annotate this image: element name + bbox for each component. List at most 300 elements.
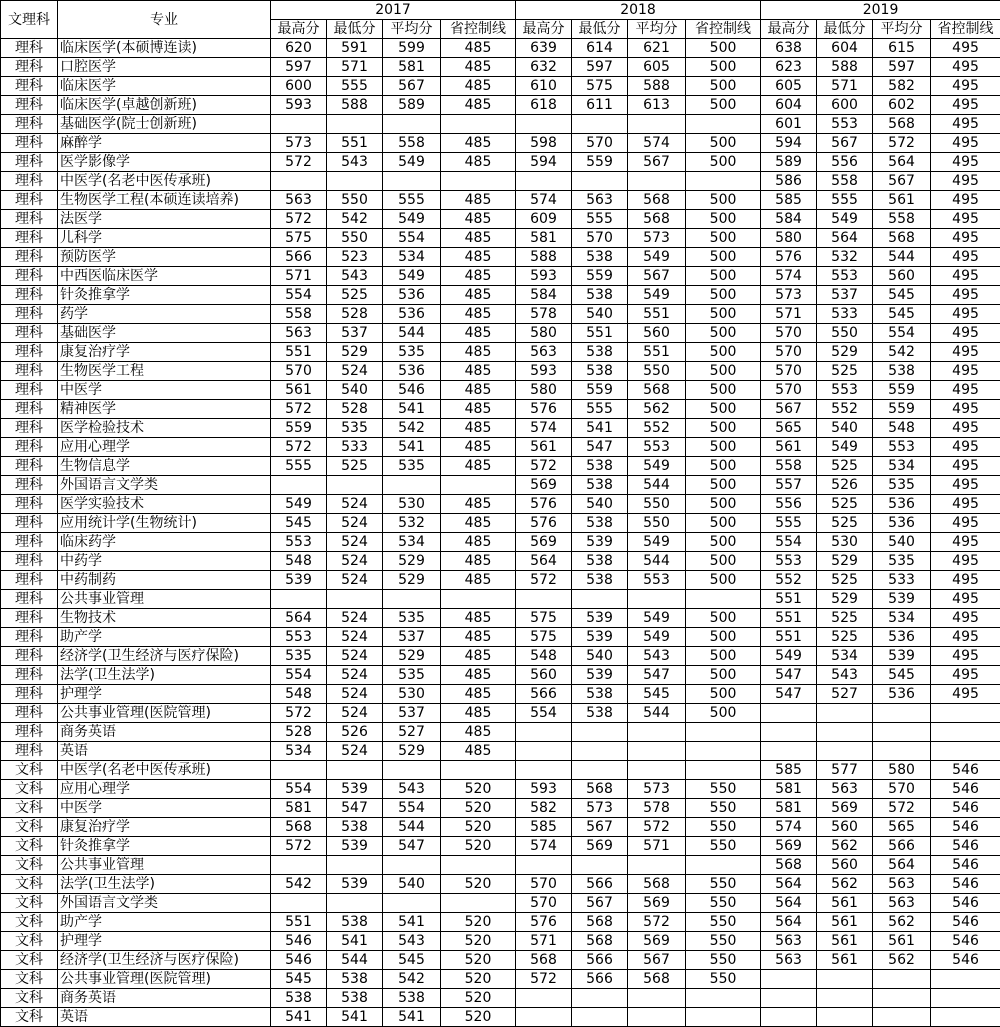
cell-score: 549 bbox=[271, 495, 327, 514]
cell-score: 535 bbox=[383, 609, 441, 628]
cell-score: 540 bbox=[873, 533, 931, 552]
cell-score: 609 bbox=[516, 210, 572, 229]
table-row bbox=[1, 799, 1000, 818]
cell-score bbox=[383, 894, 441, 913]
table-row bbox=[1, 438, 1000, 457]
cell-score bbox=[572, 742, 628, 761]
cell-score: 526 bbox=[817, 476, 873, 495]
cell-score: 553 bbox=[817, 267, 873, 286]
cell-score: 495 bbox=[931, 305, 1000, 324]
cell-score: 495 bbox=[931, 552, 1000, 571]
cell-score: 547 bbox=[383, 837, 441, 856]
cell-score: 539 bbox=[327, 837, 383, 856]
cell-score: 576 bbox=[761, 248, 817, 267]
cell-category: 理科 bbox=[1, 96, 58, 115]
cell-score: 570 bbox=[516, 894, 572, 913]
cell-score: 520 bbox=[441, 1008, 516, 1027]
cell-score: 550 bbox=[686, 913, 761, 932]
cell-score: 557 bbox=[761, 476, 817, 495]
cell-score: 550 bbox=[628, 514, 686, 533]
cell-score: 541 bbox=[383, 438, 441, 457]
cell-score: 581 bbox=[271, 799, 327, 818]
cell-score: 572 bbox=[271, 837, 327, 856]
cell-score bbox=[686, 1008, 761, 1027]
cell-score: 593 bbox=[271, 96, 327, 115]
cell-category: 理科 bbox=[1, 305, 58, 324]
cell-score: 574 bbox=[628, 134, 686, 153]
cell-category: 文科 bbox=[1, 932, 58, 951]
cell-score: 524 bbox=[327, 495, 383, 514]
cell-score: 500 bbox=[686, 286, 761, 305]
table-row bbox=[1, 666, 1000, 685]
cell-score: 500 bbox=[686, 647, 761, 666]
cell-score bbox=[686, 742, 761, 761]
cell-score: 570 bbox=[572, 229, 628, 248]
cell-category: 理科 bbox=[1, 685, 58, 704]
table-row bbox=[1, 457, 1000, 476]
cell-score: 550 bbox=[686, 837, 761, 856]
cell-major: 应用统计学(生物统计) bbox=[58, 514, 271, 533]
cell-score: 563 bbox=[817, 780, 873, 799]
cell-score: 544 bbox=[873, 248, 931, 267]
cell-score: 485 bbox=[441, 305, 516, 324]
cell-score: 539 bbox=[572, 533, 628, 552]
cell-score: 495 bbox=[931, 191, 1000, 210]
cell-score: 571 bbox=[271, 267, 327, 286]
cell-score: 534 bbox=[873, 609, 931, 628]
cell-score: 485 bbox=[441, 723, 516, 742]
cell-score: 550 bbox=[686, 894, 761, 913]
cell-score: 571 bbox=[761, 305, 817, 324]
subheader-avg-score: 平均分 bbox=[873, 20, 931, 39]
cell-score: 553 bbox=[628, 438, 686, 457]
table-row bbox=[1, 476, 1000, 495]
cell-score bbox=[441, 115, 516, 134]
cell-score: 549 bbox=[817, 438, 873, 457]
cell-score: 578 bbox=[628, 799, 686, 818]
cell-score: 558 bbox=[383, 134, 441, 153]
cell-score: 485 bbox=[441, 210, 516, 229]
cell-score: 500 bbox=[686, 476, 761, 495]
cell-score: 500 bbox=[686, 438, 761, 457]
cell-score: 598 bbox=[516, 134, 572, 153]
cell-score: 524 bbox=[327, 571, 383, 590]
cell-score: 580 bbox=[516, 381, 572, 400]
cell-score: 485 bbox=[441, 191, 516, 210]
cell-score: 560 bbox=[817, 818, 873, 837]
cell-score: 500 bbox=[686, 267, 761, 286]
cell-score: 568 bbox=[628, 381, 686, 400]
cell-score: 585 bbox=[516, 818, 572, 837]
cell-score: 500 bbox=[686, 77, 761, 96]
cell-score: 495 bbox=[931, 39, 1000, 58]
cell-score bbox=[628, 856, 686, 875]
subheader-min-score: 最低分 bbox=[327, 20, 383, 39]
cell-score: 564 bbox=[271, 609, 327, 628]
cell-score: 589 bbox=[383, 96, 441, 115]
table-row bbox=[1, 134, 1000, 153]
cell-major: 法学(卫生法学) bbox=[58, 875, 271, 894]
cell-score: 495 bbox=[931, 96, 1000, 115]
cell-score: 536 bbox=[383, 305, 441, 324]
table-row bbox=[1, 495, 1000, 514]
cell-category: 文科 bbox=[1, 780, 58, 799]
cell-category: 理科 bbox=[1, 115, 58, 134]
cell-score: 546 bbox=[271, 932, 327, 951]
cell-score: 615 bbox=[873, 39, 931, 58]
cell-category: 理科 bbox=[1, 153, 58, 172]
cell-major: 公共事业管理 bbox=[58, 590, 271, 609]
table-row bbox=[1, 267, 1000, 286]
cell-score: 566 bbox=[516, 685, 572, 704]
cell-score: 567 bbox=[817, 134, 873, 153]
cell-score: 573 bbox=[628, 780, 686, 799]
cell-score: 580 bbox=[761, 229, 817, 248]
cell-score: 559 bbox=[572, 153, 628, 172]
cell-score: 568 bbox=[761, 856, 817, 875]
cell-score bbox=[516, 172, 572, 191]
cell-score: 561 bbox=[761, 438, 817, 457]
cell-score: 568 bbox=[873, 229, 931, 248]
cell-score: 525 bbox=[817, 628, 873, 647]
cell-score: 560 bbox=[873, 267, 931, 286]
table-row bbox=[1, 77, 1000, 96]
cell-category: 理科 bbox=[1, 172, 58, 191]
cell-major: 公共事业管理(医院管理) bbox=[58, 704, 271, 723]
cell-score: 554 bbox=[761, 533, 817, 552]
cell-score: 538 bbox=[327, 989, 383, 1008]
cell-score: 546 bbox=[931, 932, 1000, 951]
cell-score: 549 bbox=[628, 286, 686, 305]
cell-score bbox=[628, 590, 686, 609]
cell-score bbox=[516, 590, 572, 609]
cell-score: 485 bbox=[441, 438, 516, 457]
cell-major: 中医学(名老中医传承班) bbox=[58, 172, 271, 191]
cell-score: 538 bbox=[271, 989, 327, 1008]
table-row bbox=[1, 552, 1000, 571]
cell-score: 541 bbox=[572, 419, 628, 438]
cell-score: 574 bbox=[516, 419, 572, 438]
cell-score bbox=[817, 989, 873, 1008]
cell-score: 553 bbox=[271, 628, 327, 647]
table-row bbox=[1, 324, 1000, 343]
cell-score bbox=[516, 1008, 572, 1027]
cell-score: 546 bbox=[931, 780, 1000, 799]
cell-score: 620 bbox=[271, 39, 327, 58]
cell-score: 613 bbox=[628, 96, 686, 115]
cell-score: 576 bbox=[516, 913, 572, 932]
cell-score: 569 bbox=[572, 837, 628, 856]
cell-score: 485 bbox=[441, 343, 516, 362]
cell-score: 588 bbox=[817, 58, 873, 77]
subheader-max-score: 最高分 bbox=[271, 20, 327, 39]
cell-score: 572 bbox=[516, 571, 572, 590]
cell-score: 546 bbox=[931, 894, 1000, 913]
cell-score: 549 bbox=[383, 267, 441, 286]
cell-score: 500 bbox=[686, 134, 761, 153]
cell-score: 485 bbox=[441, 685, 516, 704]
cell-score: 567 bbox=[572, 818, 628, 837]
cell-score: 550 bbox=[327, 229, 383, 248]
cell-major: 外国语言文学类 bbox=[58, 894, 271, 913]
cell-score: 495 bbox=[931, 400, 1000, 419]
cell-score: 543 bbox=[383, 780, 441, 799]
cell-score: 495 bbox=[931, 58, 1000, 77]
cell-score: 554 bbox=[271, 666, 327, 685]
cell-score: 540 bbox=[572, 495, 628, 514]
cell-score: 485 bbox=[441, 457, 516, 476]
cell-score: 536 bbox=[383, 362, 441, 381]
table-row bbox=[1, 818, 1000, 837]
table-row bbox=[1, 248, 1000, 267]
table-row bbox=[1, 780, 1000, 799]
cell-score: 569 bbox=[628, 932, 686, 951]
cell-score: 539 bbox=[271, 571, 327, 590]
cell-score: 495 bbox=[931, 77, 1000, 96]
cell-score: 602 bbox=[873, 96, 931, 115]
table-row bbox=[1, 894, 1000, 913]
cell-major: 中药制药 bbox=[58, 571, 271, 590]
cell-score: 535 bbox=[383, 457, 441, 476]
cell-score: 604 bbox=[817, 39, 873, 58]
cell-score: 571 bbox=[817, 77, 873, 96]
cell-score: 523 bbox=[327, 248, 383, 267]
cell-score: 549 bbox=[817, 210, 873, 229]
cell-score bbox=[441, 856, 516, 875]
cell-score: 527 bbox=[383, 723, 441, 742]
header-year-2019: 2019 bbox=[761, 1, 1000, 20]
cell-score: 485 bbox=[441, 514, 516, 533]
cell-category: 理科 bbox=[1, 210, 58, 229]
cell-category: 文科 bbox=[1, 989, 58, 1008]
cell-category: 文科 bbox=[1, 799, 58, 818]
cell-score: 549 bbox=[628, 609, 686, 628]
cell-score bbox=[572, 989, 628, 1008]
cell-score bbox=[327, 761, 383, 780]
table-row bbox=[1, 837, 1000, 856]
cell-score: 566 bbox=[572, 875, 628, 894]
cell-score bbox=[516, 742, 572, 761]
cell-score: 528 bbox=[271, 723, 327, 742]
cell-score: 581 bbox=[383, 58, 441, 77]
table-row bbox=[1, 989, 1000, 1008]
cell-score bbox=[441, 761, 516, 780]
cell-score bbox=[383, 856, 441, 875]
cell-score: 500 bbox=[686, 381, 761, 400]
cell-score: 568 bbox=[572, 780, 628, 799]
cell-score bbox=[271, 172, 327, 191]
cell-score: 584 bbox=[761, 210, 817, 229]
cell-score: 546 bbox=[931, 875, 1000, 894]
cell-score: 551 bbox=[628, 343, 686, 362]
cell-score: 525 bbox=[817, 514, 873, 533]
cell-score: 495 bbox=[931, 590, 1000, 609]
cell-score: 500 bbox=[686, 457, 761, 476]
cell-score: 495 bbox=[931, 210, 1000, 229]
cell-score: 546 bbox=[931, 856, 1000, 875]
cell-major: 护理学 bbox=[58, 685, 271, 704]
cell-score: 568 bbox=[516, 951, 572, 970]
table-row bbox=[1, 39, 1000, 58]
cell-score bbox=[327, 856, 383, 875]
cell-score: 568 bbox=[628, 191, 686, 210]
cell-category: 理科 bbox=[1, 647, 58, 666]
cell-score: 538 bbox=[572, 248, 628, 267]
cell-score: 542 bbox=[383, 970, 441, 989]
cell-score bbox=[271, 761, 327, 780]
cell-score bbox=[873, 723, 931, 742]
cell-category: 理科 bbox=[1, 514, 58, 533]
cell-score bbox=[817, 742, 873, 761]
cell-score: 495 bbox=[931, 362, 1000, 381]
cell-score bbox=[383, 476, 441, 495]
cell-score: 549 bbox=[628, 457, 686, 476]
subheader-avg-score: 平均分 bbox=[383, 20, 441, 39]
cell-score: 570 bbox=[761, 343, 817, 362]
cell-score: 543 bbox=[817, 666, 873, 685]
cell-score: 549 bbox=[628, 628, 686, 647]
cell-major: 英语 bbox=[58, 742, 271, 761]
cell-score: 538 bbox=[572, 457, 628, 476]
cell-score: 500 bbox=[686, 609, 761, 628]
cell-category: 文科 bbox=[1, 818, 58, 837]
cell-score: 559 bbox=[572, 267, 628, 286]
cell-score: 485 bbox=[441, 96, 516, 115]
cell-score bbox=[271, 856, 327, 875]
cell-score: 539 bbox=[327, 780, 383, 799]
subheader-control-line: 省控制线 bbox=[686, 20, 761, 39]
cell-score: 500 bbox=[686, 96, 761, 115]
cell-score: 500 bbox=[686, 343, 761, 362]
cell-score: 638 bbox=[761, 39, 817, 58]
subheader-avg-score: 平均分 bbox=[628, 20, 686, 39]
cell-score: 546 bbox=[383, 381, 441, 400]
cell-score: 534 bbox=[873, 457, 931, 476]
cell-score: 550 bbox=[686, 951, 761, 970]
cell-score: 604 bbox=[761, 96, 817, 115]
cell-score: 575 bbox=[516, 609, 572, 628]
cell-major: 英语 bbox=[58, 1008, 271, 1027]
cell-score: 485 bbox=[441, 647, 516, 666]
cell-score bbox=[873, 742, 931, 761]
cell-score: 541 bbox=[271, 1008, 327, 1027]
table-row bbox=[1, 343, 1000, 362]
table-row bbox=[1, 381, 1000, 400]
cell-score: 550 bbox=[686, 875, 761, 894]
cell-major: 临床医学(本硕博连读) bbox=[58, 39, 271, 58]
cell-score bbox=[761, 742, 817, 761]
cell-score: 495 bbox=[931, 495, 1000, 514]
cell-score: 495 bbox=[931, 115, 1000, 134]
cell-category: 文科 bbox=[1, 837, 58, 856]
cell-score bbox=[686, 989, 761, 1008]
cell-score: 549 bbox=[628, 248, 686, 267]
cell-score: 618 bbox=[516, 96, 572, 115]
cell-major: 基础医学 bbox=[58, 324, 271, 343]
cell-score: 582 bbox=[516, 799, 572, 818]
cell-score: 569 bbox=[761, 837, 817, 856]
cell-score bbox=[873, 704, 931, 723]
cell-score: 605 bbox=[628, 58, 686, 77]
cell-score: 581 bbox=[761, 780, 817, 799]
cell-major: 儿科学 bbox=[58, 229, 271, 248]
cell-score: 546 bbox=[271, 951, 327, 970]
cell-score: 572 bbox=[271, 438, 327, 457]
cell-score: 524 bbox=[327, 647, 383, 666]
table-row bbox=[1, 970, 1000, 989]
table-row bbox=[1, 647, 1000, 666]
cell-score: 580 bbox=[516, 324, 572, 343]
cell-score: 572 bbox=[271, 400, 327, 419]
cell-score: 538 bbox=[572, 514, 628, 533]
cell-score: 581 bbox=[761, 799, 817, 818]
cell-major: 外国语言文学类 bbox=[58, 476, 271, 495]
cell-major: 临床药学 bbox=[58, 533, 271, 552]
cell-score: 572 bbox=[271, 210, 327, 229]
cell-score: 485 bbox=[441, 742, 516, 761]
cell-score: 542 bbox=[383, 419, 441, 438]
cell-category: 文科 bbox=[1, 951, 58, 970]
cell-score: 485 bbox=[441, 495, 516, 514]
cell-score bbox=[516, 723, 572, 742]
cell-score: 545 bbox=[873, 286, 931, 305]
cell-score bbox=[761, 704, 817, 723]
cell-major: 商务英语 bbox=[58, 989, 271, 1008]
cell-major: 精神医学 bbox=[58, 400, 271, 419]
cell-score: 564 bbox=[761, 894, 817, 913]
cell-category: 理科 bbox=[1, 457, 58, 476]
cell-major: 医学实验技术 bbox=[58, 495, 271, 514]
cell-score: 485 bbox=[441, 628, 516, 647]
cell-major: 临床医学(卓越创新班) bbox=[58, 96, 271, 115]
cell-score: 500 bbox=[686, 571, 761, 590]
cell-score: 530 bbox=[383, 495, 441, 514]
cell-score: 546 bbox=[931, 799, 1000, 818]
cell-score: 566 bbox=[873, 837, 931, 856]
cell-score: 562 bbox=[873, 913, 931, 932]
cell-major: 助产学 bbox=[58, 913, 271, 932]
cell-score: 545 bbox=[271, 514, 327, 533]
cell-score: 574 bbox=[516, 191, 572, 210]
cell-score bbox=[931, 970, 1000, 989]
cell-score bbox=[761, 970, 817, 989]
table-row bbox=[1, 210, 1000, 229]
subheader-max-score: 最高分 bbox=[761, 20, 817, 39]
cell-score: 495 bbox=[931, 229, 1000, 248]
cell-score: 571 bbox=[516, 932, 572, 951]
table-row bbox=[1, 419, 1000, 438]
cell-score: 561 bbox=[873, 932, 931, 951]
table-body bbox=[1, 39, 1000, 1027]
table-row bbox=[1, 571, 1000, 590]
cell-score: 541 bbox=[327, 932, 383, 951]
cell-score: 553 bbox=[873, 438, 931, 457]
cell-score: 500 bbox=[686, 514, 761, 533]
cell-score: 573 bbox=[271, 134, 327, 153]
cell-score: 597 bbox=[271, 58, 327, 77]
cell-score bbox=[327, 590, 383, 609]
table-row bbox=[1, 951, 1000, 970]
cell-score: 565 bbox=[761, 419, 817, 438]
cell-score: 563 bbox=[761, 932, 817, 951]
cell-score: 485 bbox=[441, 229, 516, 248]
cell-score bbox=[441, 476, 516, 495]
cell-score: 544 bbox=[628, 552, 686, 571]
cell-score: 573 bbox=[761, 286, 817, 305]
cell-category: 理科 bbox=[1, 343, 58, 362]
cell-score: 568 bbox=[271, 818, 327, 837]
cell-score: 536 bbox=[873, 514, 931, 533]
